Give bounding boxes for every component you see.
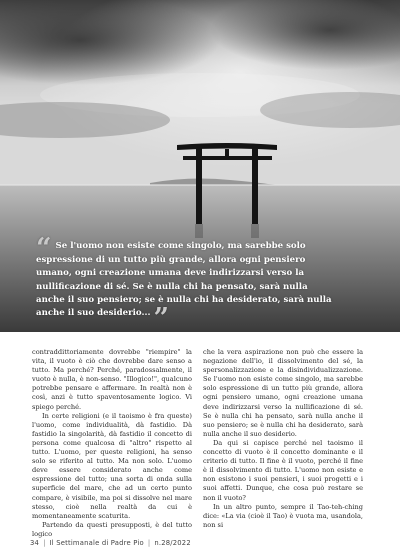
- issue-number: n.28/2022: [154, 539, 191, 547]
- paragraph: In certe religioni (e il taoismo è fra queste) l'uomo, come individualità, dà fastidio. Dà fastidio la singolarità, dà fastidio il concetto di persona come qualcosa di "altro" rispetto al tutto. L'uomo, per queste religioni, ha senso solo se riferito al tutto. Ma non solo. L'uomo deve essere considerato anche come espressione del tutto; una sorta di onda sulla superficie del mare, che ad un certo punto compare, è visibile, ma poi si dissolve nel mare stesso, cioè nella realtà da cui è momentaneamente scaturita.: [32, 411, 192, 520]
- paragraph: Partendo da questi presupposti, è del tutto logico: [32, 520, 192, 538]
- footer-separator: |: [43, 539, 46, 547]
- footer-separator: |: [147, 539, 151, 547]
- pull-quote: [36, 233, 336, 335]
- close-quote-mark: ”: [153, 303, 170, 335]
- article-column-left: [32, 348, 192, 538]
- article-column-right: [203, 348, 363, 528]
- magazine-title: Il Settimanale di Padre Pio: [49, 539, 144, 547]
- open-quote-mark: “: [36, 233, 52, 264]
- pull-quote-text: Se l'uomo non esiste come singolo, ma sarebbe solo espressione di un tutto più grande, allora ogni pensiero umano, ogni creazione umana deve indirizzarsi verso la nullificazione di sé. Se è nulla chi ha pensato, sarà nulla anche il suo pensiero; se è nulla chi ha desiderato, sarà nulla anche il suo desiderio...: [36, 241, 332, 319]
- paragraph: contraddittoriamente dovrebbe "riempire" la vita, il vuoto è ciò che dovrebbe dare senso a tutto. Ma perché? Perché, paradossalmente, il vuoto è nulla, è non-senso. "Illogico!", qualcuno potrebbe pensare e affermare. In realtà non è così, anzi è tutto spaventosamente logico. Vi spiego perché.: [32, 348, 192, 411]
- page-footer: [30, 539, 191, 547]
- paragraph: che la vera aspirazione non può che essere la negazione dell'io, il dissolvimento del sé, la spersonalizzazione e la disindividualizzazione. Se l'uomo non esiste come singolo, ma sarebbe solo espressione di un tutto più grande, allora ogni pensiero umano, ogni creazione umana deve indirizzarsi verso la nullificazione di sé. Se è nulla chi ha pensato, sarà nulla anche il suo pensiero; se è nulla chi ha desiderato, sarà nulla anche il suo desiderio.: [203, 348, 363, 438]
- paragraph: In un altro punto, sempre il Tao-teh-ching dice: «La via (cioè il Tao) è vuota ma, usandola, non si: [203, 502, 363, 529]
- page-number: 34: [30, 539, 40, 547]
- paragraph: Da qui si capisce perché nel taoismo il concetto di vuoto è il concetto dominante e il criterio di tutto. Il fine è il vuoto, perché il fine è il dissolvimento di tutto. L'uomo non esiste e non esistono i suoi pensieri, i suoi progetti e i suoi affetti. Dunque, che cosa può restare se non il vuoto?: [203, 438, 363, 502]
